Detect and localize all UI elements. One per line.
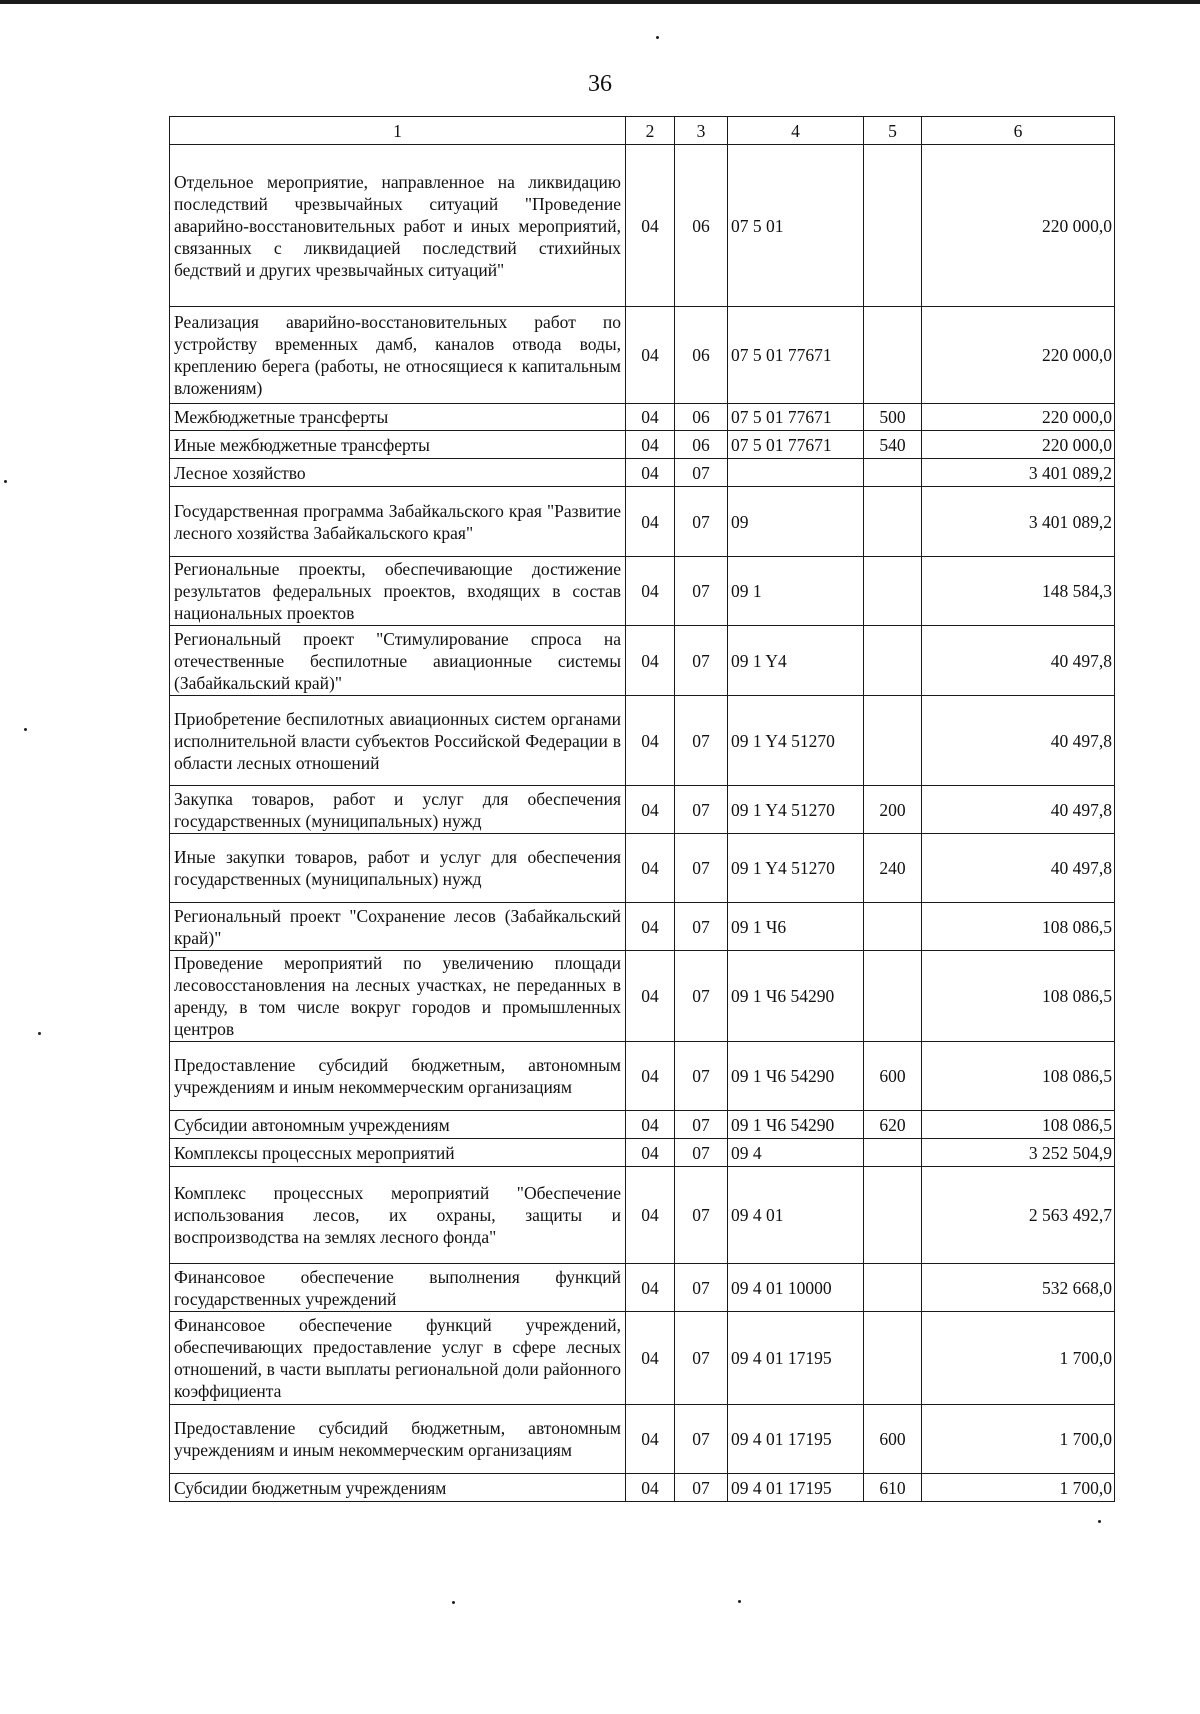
table-row [170,1405,1115,1474]
row-amount-cell: 3 252 504,9 [922,1139,1115,1167]
table-row [170,459,1115,487]
row-target-article-cell: 09 1 Y4 [728,626,864,696]
row-amount-cell: 40 497,8 [922,786,1115,834]
row-target-article-cell: 09 4 01 10000 [728,1264,864,1312]
row-target-article-cell: 09 1 Y4 51270 [728,696,864,786]
row-section-cell: 04 [626,903,675,951]
row-section-cell: 04 [626,786,675,834]
row-section-cell: 04 [626,1312,675,1405]
row-subsection-cell: 07 [675,1167,728,1264]
row-expense-type-cell: 620 [864,1111,922,1139]
table-row [170,1264,1115,1312]
row-target-article-cell [728,459,864,487]
scan-speck [738,1600,741,1603]
row-target-article-cell: 09 1 Ч6 54290 [728,1111,864,1139]
row-target-article-cell: 09 1 Y4 51270 [728,834,864,903]
row-section-cell: 04 [626,404,675,431]
row-expense-type-cell [864,487,922,557]
row-subsection-cell: 07 [675,1264,728,1312]
row-name-cell: Субсидии автономным учреждениям [170,1111,626,1139]
row-expense-type-cell [864,903,922,951]
row-expense-type-cell: 600 [864,1042,922,1111]
row-subsection-cell: 07 [675,1312,728,1405]
row-subsection-cell: 07 [675,1042,728,1111]
row-target-article-cell: 09 4 01 17195 [728,1474,864,1502]
row-target-article-cell: 09 1 Ч6 54290 [728,1042,864,1111]
row-section-cell: 04 [626,951,675,1042]
table-header-row [170,117,1115,145]
row-subsection-cell: 07 [675,459,728,487]
row-amount-cell: 40 497,8 [922,696,1115,786]
row-name-cell: Финансовое обеспечение функций учреждений, обеспечивающих предоставление услуг в сфере лесных отношений, в части выплаты региональной доли районного коэффициента [170,1312,626,1405]
table-row [170,696,1115,786]
row-subsection-cell: 07 [675,903,728,951]
column-number-4: 4 [728,117,864,145]
row-target-article-cell: 09 [728,487,864,557]
column-number-3: 3 [675,117,728,145]
row-expense-type-cell [864,626,922,696]
row-expense-type-cell: 610 [864,1474,922,1502]
table-row [170,557,1115,626]
column-number-1: 1 [170,117,626,145]
table-row [170,487,1115,557]
table-row [170,1312,1115,1405]
row-target-article-cell: 07 5 01 77671 [728,307,864,404]
row-subsection-cell: 07 [675,1139,728,1167]
row-expense-type-cell [864,1139,922,1167]
row-name-cell: Приобретение беспилотных авиационных систем органами исполнительной власти субъектов Российской Федерации в области лесных отношений [170,696,626,786]
row-name-cell: Закупка товаров, работ и услуг для обеспечения государственных (муниципальных) нужд [170,786,626,834]
row-name-cell: Комплекс процессных мероприятий "Обеспечение использования лесов, их охраны, защиты и воспроизводства на землях лесного фонда" [170,1167,626,1264]
row-target-article-cell: 09 4 [728,1139,864,1167]
row-expense-type-cell [864,307,922,404]
row-expense-type-cell: 240 [864,834,922,903]
row-section-cell: 04 [626,696,675,786]
row-target-article-cell: 07 5 01 77671 [728,404,864,431]
scan-speck [656,36,659,39]
table-row [170,1111,1115,1139]
row-section-cell: 04 [626,145,675,307]
row-expense-type-cell: 500 [864,404,922,431]
table-row [170,951,1115,1042]
row-section-cell: 04 [626,1474,675,1502]
table-row [170,786,1115,834]
row-target-article-cell: 07 5 01 [728,145,864,307]
row-amount-cell: 3 401 089,2 [922,459,1115,487]
row-target-article-cell: 09 1 Ч6 54290 [728,951,864,1042]
table-row [170,404,1115,431]
row-section-cell: 04 [626,307,675,404]
row-expense-type-cell [864,1264,922,1312]
scan-speck [4,480,7,483]
row-name-cell: Региональные проекты, обеспечивающие достижение результатов федеральных проектов, входящих в состав национальных проектов [170,557,626,626]
column-number-2: 2 [626,117,675,145]
row-subsection-cell: 07 [675,1405,728,1474]
row-target-article-cell: 09 4 01 17195 [728,1405,864,1474]
row-target-article-cell: 09 1 Y4 51270 [728,786,864,834]
row-subsection-cell: 07 [675,487,728,557]
row-subsection-cell: 06 [675,145,728,307]
row-name-cell: Лесное хозяйство [170,459,626,487]
row-subsection-cell: 06 [675,431,728,459]
row-amount-cell: 532 668,0 [922,1264,1115,1312]
row-target-article-cell: 09 4 01 17195 [728,1312,864,1405]
table-row [170,834,1115,903]
row-name-cell: Проведение мероприятий по увеличению площади лесовосстановления на лесных участках, не переданных в аренду, в том числе вокруг городов и промышленных центров [170,951,626,1042]
row-expense-type-cell [864,951,922,1042]
table-row [170,145,1115,307]
scan-speck [38,1032,41,1035]
row-amount-cell: 108 086,5 [922,1042,1115,1111]
row-name-cell: Субсидии бюджетным учреждениям [170,1474,626,1502]
row-amount-cell: 108 086,5 [922,951,1115,1042]
row-subsection-cell: 07 [675,557,728,626]
scan-speck [24,728,27,731]
row-section-cell: 04 [626,1111,675,1139]
row-name-cell: Отдельное мероприятие, направленное на ликвидацию последствий чрезвычайных ситуаций "Проведение аварийно-восстановительных работ и иных мероприятий, связанных с ликвидацией последствий стихийных бедствий и других чрезвычайных ситуаций" [170,145,626,307]
row-expense-type-cell [864,459,922,487]
table-row [170,1139,1115,1167]
table-row [170,1042,1115,1111]
row-section-cell: 04 [626,626,675,696]
row-expense-type-cell [864,1312,922,1405]
row-section-cell: 04 [626,487,675,557]
row-expense-type-cell [864,1167,922,1264]
row-amount-cell: 108 086,5 [922,903,1115,951]
row-section-cell: 04 [626,834,675,903]
table-row [170,307,1115,404]
row-section-cell: 04 [626,557,675,626]
row-expense-type-cell [864,557,922,626]
row-subsection-cell: 06 [675,404,728,431]
row-name-cell: Межбюджетные трансферты [170,404,626,431]
scan-speck [452,1601,455,1604]
row-name-cell: Государственная программа Забайкальского края "Развитие лесного хозяйства Забайкальского края" [170,487,626,557]
row-subsection-cell: 07 [675,1111,728,1139]
row-amount-cell: 220 000,0 [922,307,1115,404]
row-target-article-cell: 09 1 [728,557,864,626]
row-name-cell: Реализация аварийно-восстановительных работ по устройству временных дамб, каналов отвода воды, креплению берега (работы, не относящиеся к капитальным вложениям) [170,307,626,404]
row-amount-cell: 1 700,0 [922,1405,1115,1474]
row-name-cell: Региональный проект "Сохранение лесов (Забайкальский край)" [170,903,626,951]
row-subsection-cell: 07 [675,951,728,1042]
row-section-cell: 04 [626,1139,675,1167]
row-target-article-cell: 09 4 01 [728,1167,864,1264]
row-subsection-cell: 07 [675,786,728,834]
column-number-6: 6 [922,117,1115,145]
row-amount-cell: 1 700,0 [922,1312,1115,1405]
row-expense-type-cell [864,696,922,786]
row-amount-cell: 1 700,0 [922,1474,1115,1502]
row-name-cell: Предоставление субсидий бюджетным, автономным учреждениям и иным некоммерческим организациям [170,1042,626,1111]
scan-top-edge [0,0,1200,4]
row-amount-cell: 108 086,5 [922,1111,1115,1139]
budget-table [169,116,1115,1502]
row-name-cell: Предоставление субсидий бюджетным, автономным учреждениям и иным некоммерческим организациям [170,1405,626,1474]
row-section-cell: 04 [626,1405,675,1474]
page-number: 36 [588,71,612,97]
row-subsection-cell: 07 [675,1474,728,1502]
row-amount-cell: 148 584,3 [922,557,1115,626]
row-expense-type-cell: 600 [864,1405,922,1474]
row-amount-cell: 3 401 089,2 [922,487,1115,557]
row-amount-cell: 40 497,8 [922,834,1115,903]
row-section-cell: 04 [626,1042,675,1111]
row-expense-type-cell: 200 [864,786,922,834]
table-row [170,1167,1115,1264]
row-name-cell: Иные межбюджетные трансферты [170,431,626,459]
row-section-cell: 04 [626,1167,675,1264]
column-number-5: 5 [864,117,922,145]
row-subsection-cell: 07 [675,834,728,903]
row-amount-cell: 40 497,8 [922,626,1115,696]
row-subsection-cell: 07 [675,626,728,696]
row-amount-cell: 220 000,0 [922,145,1115,307]
row-amount-cell: 220 000,0 [922,431,1115,459]
row-section-cell: 04 [626,459,675,487]
row-name-cell: Региональный проект "Стимулирование спроса на отечественные беспилотные авиационные системы (Забайкальский край)" [170,626,626,696]
row-target-article-cell: 09 1 Ч6 [728,903,864,951]
row-name-cell: Комплексы процессных мероприятий [170,1139,626,1167]
row-amount-cell: 220 000,0 [922,404,1115,431]
row-subsection-cell: 07 [675,696,728,786]
row-amount-cell: 2 563 492,7 [922,1167,1115,1264]
row-section-cell: 04 [626,1264,675,1312]
row-section-cell: 04 [626,431,675,459]
row-expense-type-cell [864,145,922,307]
row-name-cell: Финансовое обеспечение выполнения функций государственных учреждений [170,1264,626,1312]
table-row [170,431,1115,459]
row-expense-type-cell: 540 [864,431,922,459]
row-target-article-cell: 07 5 01 77671 [728,431,864,459]
row-subsection-cell: 06 [675,307,728,404]
budget-table-body [170,117,1115,1502]
row-name-cell: Иные закупки товаров, работ и услуг для обеспечения государственных (муниципальных) нужд [170,834,626,903]
table-row [170,903,1115,951]
table-row [170,626,1115,696]
scan-speck [1098,1520,1101,1523]
table-row [170,1474,1115,1502]
